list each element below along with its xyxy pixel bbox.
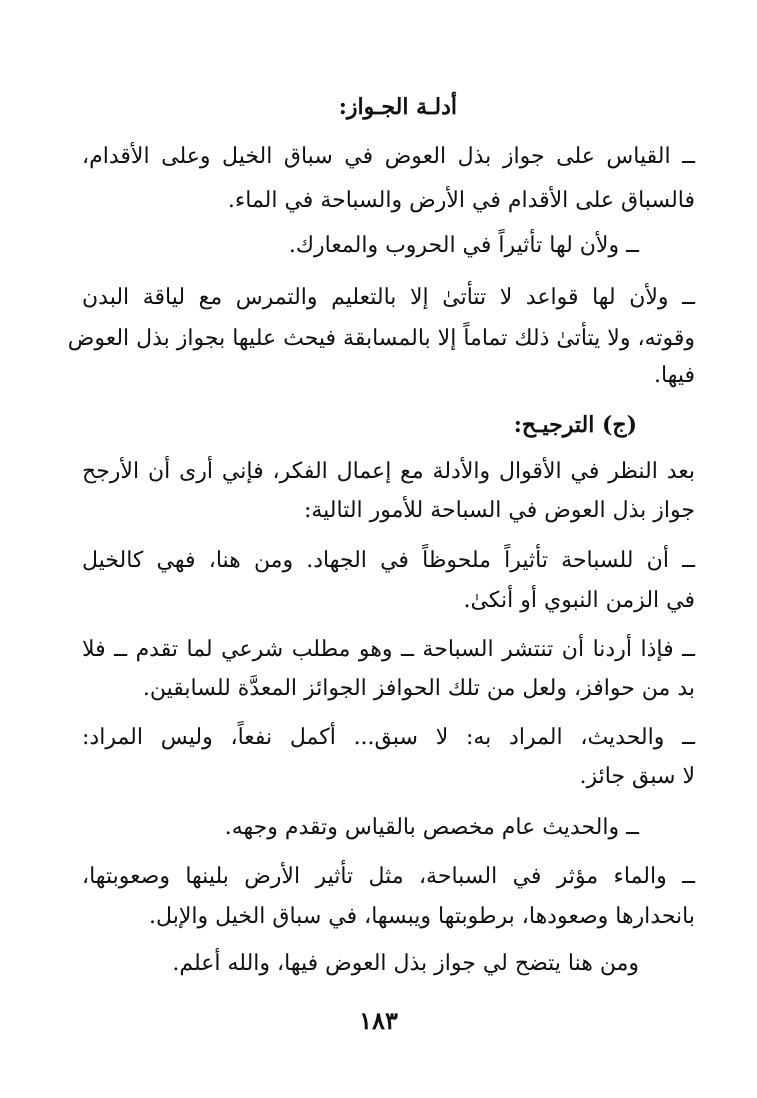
preference-p3-line2: بد من حوافز، ولعل من تلك الحوافز الجوائز المعدَّة للسابقين.: [142, 676, 695, 701]
heading-preference: (ج) الترجيـح:: [513, 412, 637, 438]
evidence-p3-line3: فيها.: [654, 363, 695, 388]
preference-p2-line2: في الزمن النبوي أو أنكىٰ.: [463, 588, 695, 613]
evidence-p1-line2: فالسباق على الأقدام في الأرض والسباحة في الماء.: [227, 188, 695, 213]
evidence-p1-line1: ــ القياس على جواز بذل العوض في سباق الخيل وعلى الأقدام،: [82, 144, 695, 169]
preference-p3-line1: ــ فإذا أردنا أن تنتشر السباحة ــ وهو مطلب شرعي لما تقدم ــ فلا: [82, 637, 695, 662]
preference-p6-line2: بانحدارها وصعودها، برطوبتها ويبسها، في سباق الخيل والإبل.: [149, 904, 695, 929]
heading-evidence: أدلـة الجـواز:: [338, 94, 457, 120]
evidence-p3-line2: وقوته، ولا يتأتىٰ ذلك تماماً إلا بالمسابقة فيحث عليها بجواز بذل العوض: [67, 326, 695, 351]
preference-p1-line2: جواز بذل العوض في السباحة للأمور التالية:: [303, 498, 695, 523]
page-number: ١٨٣: [359, 1006, 398, 1035]
preference-p4-line1: ــ والحديث، المراد به: لا سبق... أكمل نفعاً، وليس المراد:: [82, 725, 695, 750]
conclusion: ومن هنا يتضح لي جواز بذل العوض فيها، والله أعلم.: [172, 951, 639, 976]
preference-p2-line1: ــ أن للسباحة تأثيراً ملحوظاً في الجهاد. ومن هنا، فهي كالخيل: [82, 548, 695, 573]
evidence-p2: ــ ولأن لها تأثيراً في الحروب والمعارك.: [288, 233, 639, 258]
preference-p4-line2: لا سبق جائز.: [579, 764, 695, 789]
preference-p1-line1: بعد النظر في الأقوال والأدلة مع إعمال الفكر، فإني أرى أن الأرجح: [82, 459, 695, 484]
evidence-p3-line1: ــ ولأن لها قواعد لا تتأتىٰ إلا بالتعليم والتمرس مع لياقة البدن: [82, 285, 695, 310]
preference-p6-line1: ــ والماء مؤثر في السباحة، مثل تأثير الأرض بلينها وصعوبتها،: [82, 864, 695, 889]
preference-p5: ــ والحديث عام مخصص بالقياس وتقدم وجهه.: [224, 815, 639, 840]
